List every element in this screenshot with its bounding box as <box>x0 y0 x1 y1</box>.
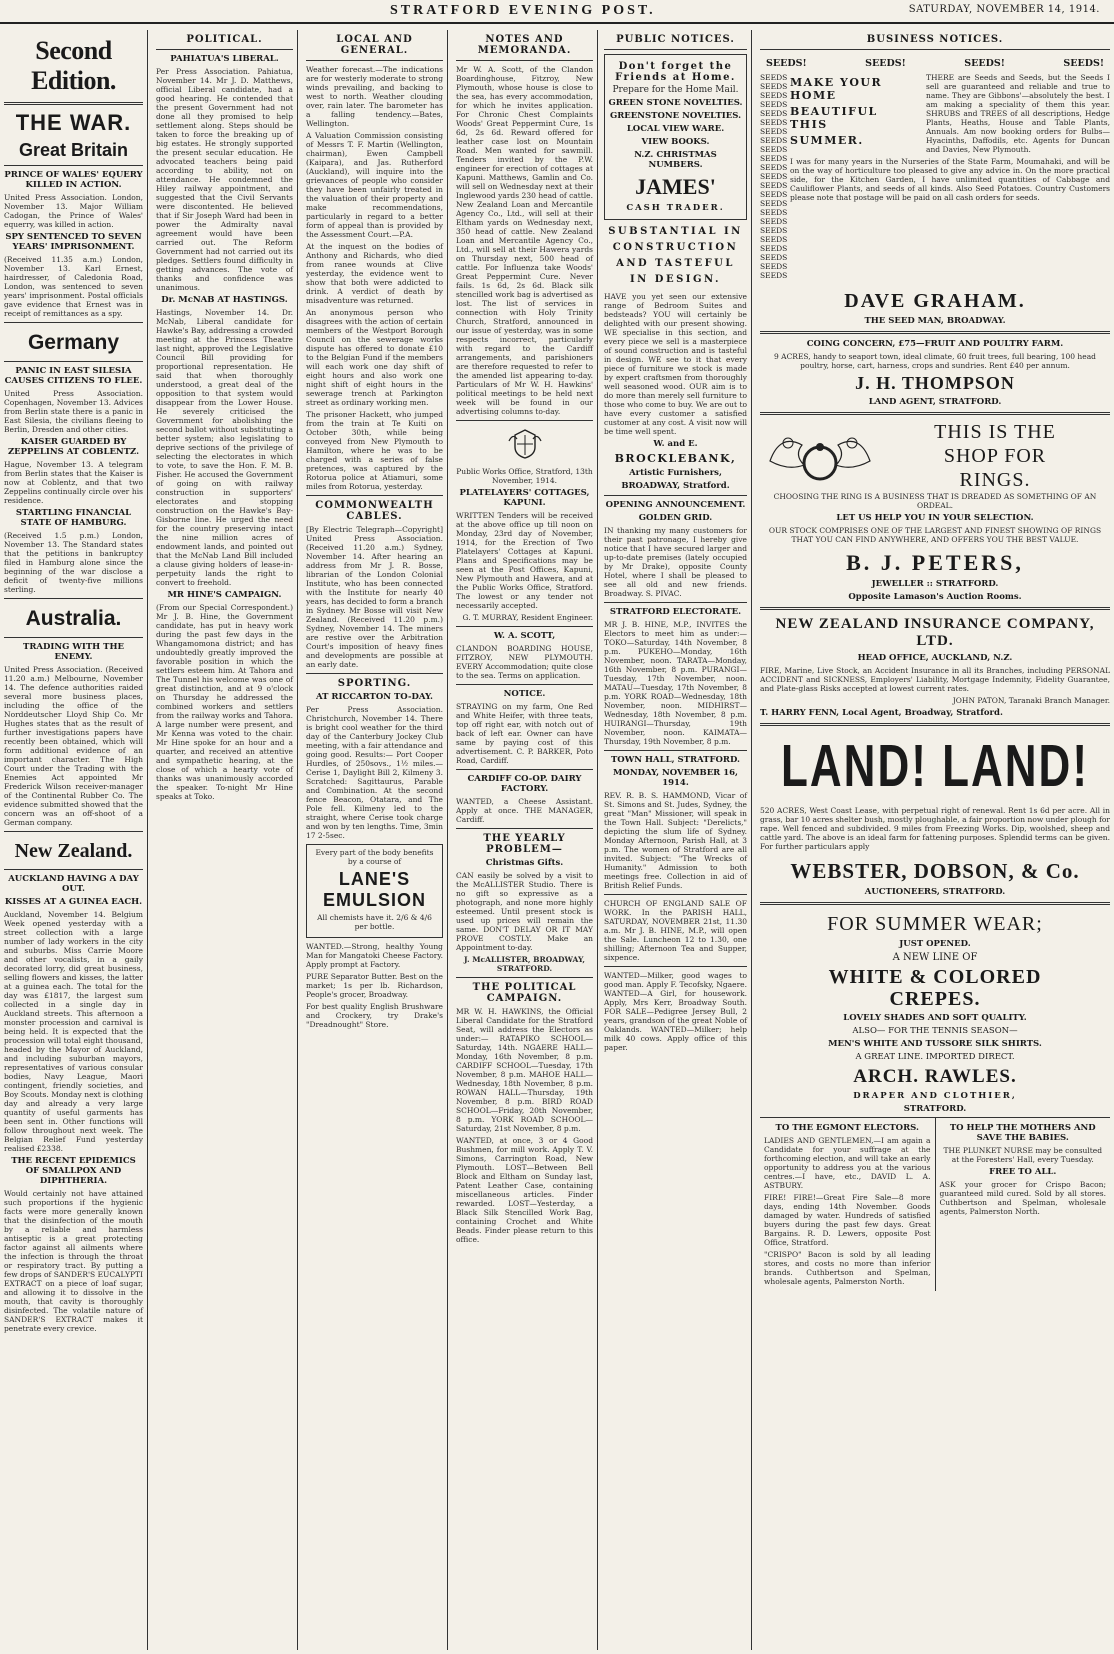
notice-heading: NOTICE. <box>503 689 546 699</box>
seeds-main <box>786 73 1110 280</box>
article-heading: SPY SENTENCED TO SEVEN YEARS' IMPRISONMENT. <box>5 232 142 252</box>
ad-brand: WEBSTER, DOBSON, & Co. <box>790 859 1080 883</box>
farm-ad-text: 9 ACRES, handy to seaport town, ideal climate, 60 fruit trees, full bearing, 100 head poultry, horse, cart, harness, crops and sundries. Rent £40 per annum. <box>774 352 1096 370</box>
classified-ad: WANTED—Milker, good wages to good man. Apply F. Tecofsky, Ngaere. WANTED—A Girl, for housework. Apply, Mrs Kerr, Broadway South. FOR SALE—Pedigree Jersey Bull, 2 years, grandson of the great Noble of Oaklands. WANTED—Milker; help milk 40 cows. Apply office of this paper. <box>604 971 747 1052</box>
notice-text: MR W. H. HAWKINS, the Official Liberal Candidate for the Stratford Seat, will address the Electors as under:— RATAPIKO SCHOOL—Saturday, 14th. NGAERE HALL—Monday, 16th November, 8 p.m. CARDIFF SCHOOL—Tuesday, 17th November, 8 p.m. MAHOE HALL—Wednesday, 18th November, 8 p.m. ROWAN HALL—Thursday, 19th November, 8 p.m. BIRD ROAD SCHOOL—Friday, 20th November, 8 p.m. YORK ROAD SCHOOL—Saturday, 21st November, 8 p.m. <box>456 1007 593 1133</box>
ad-line: VIEW BOOKS. <box>641 137 710 147</box>
divider <box>4 637 143 638</box>
article-text: The prisoner Hackett, who jumped from the train at Te Kuiti on October 30th, while being conveyed from New Plymouth to Hamilton, where he was to be charged with a series of false pretences, was captured by the Rotorua police at Atiamuri, some miles from Rotorua, yesterday. <box>306 410 443 491</box>
seeds-slogan: SUMMER. <box>790 134 864 147</box>
notice-text: LADIES AND GENTLEMEN,—I am again a Candidate for your suffrage at the forthcoming election, and will take an early opportunity to address you at the various centres.—I have, etc., DAVID L. A. ASTBURY. <box>764 1136 931 1190</box>
ad-subtext: MEN'S WHITE AND TUSSORE SILK SHIRTS. <box>828 1039 1042 1049</box>
divider <box>604 602 747 603</box>
australia-heading: Australia. <box>25 607 122 630</box>
notice-heading: TO THE EGMONT ELECTORS. <box>775 1123 919 1133</box>
ad-subtext: CASH TRADER. <box>626 203 725 213</box>
insurance-company-heading: NEW ZEALAND INSURANCE COMPANY, LTD. <box>775 616 1095 649</box>
seeds-ad <box>760 54 1110 326</box>
notice-signature: G. T. MURRAY, Resident Engineer. <box>462 613 593 622</box>
summer-heading: FOR SUMMER WEAR; <box>827 913 1043 935</box>
divider <box>4 322 143 323</box>
divider <box>4 869 143 870</box>
divider <box>456 420 593 421</box>
divider <box>456 626 593 627</box>
divider <box>604 750 747 751</box>
column-local-general <box>302 30 448 1650</box>
james-cash-trader-ad <box>604 54 747 220</box>
ad-line: N.Z. CHRISTMAS NUMBERS. <box>634 150 717 170</box>
ad-subtext: THE SEED MAN, BROADWAY. <box>864 316 1006 326</box>
rings-ad-header <box>760 420 1110 492</box>
ad-tagline: Every part of the body benefits by a course of <box>315 848 434 866</box>
divider <box>604 49 747 50</box>
article-text: At the inquest on the bodies of Anthony and Richards, who died from ranee wounds at Clive yesterday, the evidence went to show that both were addicted to drink. A verdict of death by misadventure was returned. <box>306 242 443 305</box>
notice-text: ASK your grocer for Crispo Bacon; guaranteed mild cured. Sold by all stores. Cuthbertson and Spelman, wholesale agents, Palmerston North. <box>939 1180 1106 1216</box>
notice-text: THE PLUNKET NURSE may be consulted at the Foresters' Hall, every Tuesday. <box>943 1146 1103 1164</box>
article-text: Would certainly not have attained such proportions if the hygienic facts were more generally known that the disinfection of the mouth by a reliable and harmless antiseptic is a great protecting factor against all ailments where the infection is through the throat or respiratory tract. By putting a few drops of SANDER'S EUCALYPTI EXTRACT on a piece of loaf sugar, and allowing it to dissolve in the mouth, that cavity is thoroughly disinfected. The volatile nature of SANDER'S EXTRACT makes it penetrate every crevice. <box>4 1189 143 1333</box>
article-heading: TRADING WITH THE ENEMY. <box>23 642 124 662</box>
article-text: Auckland, November 14. Belgium Week opened yesterday with a street collection with a large number of lady workers in the city and suburbs. Miss Carrie Moore and other vocalists, in a gaily decorated lorry, did great business, selling flowers and kisses, the latter at a guinea each. The total for the day was £1817, the largest sum collected in a single day in Auckland streets. This afternoon a monster procession and carnival is being held. It is expected that the procession will total eight thousand, headed by the Mayor of Auckland, and including suburban mayors, representatives of various consular bodies, Navy League, Maori contingent, friendly societies, and Boy Scouts. Monday next is clothing day and already a very large quantity of useful garments has been sent in. Other functions will follow throughout next week. The Belgian Relief Fund yesterday realised £2338. <box>4 910 143 1153</box>
section-heading: POLITICAL. <box>186 34 263 45</box>
article-text: (From our Special Correspondent.) Mr J. B. Hine, the Government candidate, has put in heavy work during the past few days in the Whangamomona district; and has undoubtedly greatly improved the favorable position in which the settlers esteem him. At Tahora and The Tunnel his welcome was one of great distinction, and at 9 o'clock on Thursday he addressed the combined workers and settlers from the railway works and Tahora. A large number were present, and Mr Kenna was voted to the chair. Mr Hine spoke for an hour and a quarter, and received an attentive and sympathetic hearing, at the close of which a hearty vote of thanks was unanimously accorded the speaker. To-night Mr Hine speaks at Toko. <box>156 603 293 801</box>
classified-ad: WANTED, at once, 3 or 4 Good Bushmen, for mill work. Apply T. V. Simons, Carrington Road, New Plymouth. LOST—Between Bell Block and Eltham on Sunday last, Patent Leather Case, containing miscellaneous articles. Finder rewarded. LOST—Yesterday, a Black Silk Stencilled Work Bag, containing Crochet and White Beads. Finder please return to this office. <box>456 1136 593 1244</box>
classified-ad: WANTED.—Strong, healthy Young Man for Mangatoki Cheese Factory. Apply prompt at Factory. <box>306 942 443 969</box>
divider <box>156 49 293 50</box>
notice-heading: TO HELP THE MOTHERS AND SAVE THE BABIES. <box>949 1123 1096 1143</box>
seeds-body <box>760 73 1110 280</box>
divider <box>604 966 747 967</box>
ad-subtext: A GREAT LINE. IMPORTED DIRECT. <box>855 1052 1015 1062</box>
column-political <box>152 30 298 1650</box>
farm-ad-heading: COING CONCERN, £75—FRUIT AND POULTRY FARM. <box>806 339 1064 349</box>
ad-brand: J. H. THOMPSON <box>855 373 1015 393</box>
seeds-text: I was for many years in the Nurseries of the State Farm, Moumahaki, and will be on the way of horticulture too pleased to give any advice in. On the more practical side, for the Kitchen Garden, I have unlimited quantities of Cabbage and Cauliflower Plants, and seeds of all kinds. Also Seed Potatoes. Country Customers please note that postage will be paid on all cash orders for seeds. <box>790 157 1110 202</box>
ad-subtext: A NEW LINE OF <box>892 952 978 963</box>
ad-line: Don't forget the Friends at Home. <box>615 61 736 83</box>
divider <box>456 684 593 685</box>
furniture-ad-heading: SUBSTANTIAL IN CONSTRUCTION AND TASTEFUL IN DESIGN. <box>608 226 743 285</box>
ad-subtext: All chemists have it. 2/6 & 4/6 per bottle. <box>317 913 432 931</box>
ad-subtext: Opposite Lamason's Auction Rooms. <box>848 592 1022 602</box>
notice-heading: GOLDEN GRID. <box>638 513 713 523</box>
coat-of-arms-icon <box>505 427 545 461</box>
ad-subtext: LOVELY SHADES AND SOFT QUALITY. <box>843 1013 1027 1023</box>
seeds-header-row <box>760 54 1110 73</box>
article-heading: Dr. McNAB AT HASTINGS. <box>161 295 288 305</box>
article-heading: PANIC IN EAST SILESIA CAUSES CITIZENS TO FLEE. <box>4 366 143 386</box>
section-heading: NOTES AND MEMORANDA. <box>477 34 572 56</box>
divider <box>760 412 1110 415</box>
ad-brand: LANE'S EMULSION <box>322 869 426 910</box>
article-text: United Press Association. Copenhagen, November 13. Advices from Berlin state there is a panic in East Silesia, the civilians fleeing to Berlin, Dresden and other cities. <box>4 389 143 434</box>
divider <box>456 828 593 829</box>
bottom-left-notices <box>760 1118 936 1291</box>
notice-text: FIRE! FIRE!—Great Fire Sale—8 more days, ending 14th November. Goods damaged by water. Hundreds of satisfied buyers during the past few days. Great Bargains. R. D. Lewers, opposite Post Office, Stratford. <box>764 1193 931 1247</box>
ad-line: Artistic Furnishers, <box>629 468 722 478</box>
article-text: United Press Association. London, November 13. Major William Cadogan, the Prince of Wales' equerry, was killed in action. <box>4 193 143 229</box>
divider <box>4 165 143 166</box>
rings-help: LET US HELP YOU IN YOUR SELECTION. <box>836 513 1034 523</box>
ad-line: Prepare for the Home Mail. <box>612 85 739 95</box>
seeds-text: THERE are Seeds and Seeds, but the Seeds I sell are guaranteed and reliable and true to name. They are Gibbons'—absolutely the best. I am making a speciality of them this year. SHRUBS and TREES of all descriptions, Hedge Plants, Heaths, House and Table Plants, Annuals. Am now booking orders for Bulbs—Hyacinths, Daffodils, etc. Agents for Duncan and Davies, New Plymouth. <box>926 73 1110 154</box>
seeds-slogan: BEAUTIFUL THIS <box>790 105 878 131</box>
notice-heading: Christmas Gifts. <box>485 858 564 868</box>
divider <box>760 49 1110 50</box>
land-ad-text: 520 ACRES, West Coast Lease, with perpetual right of renewal. Rent 1s 6d per acre. All in grass, bar 10 acres shelter bush, mostly ploughable, a fair proportion now under plough for rape. Well fenced and subdivided. 9 miles from Freezing Works. Dip, woolshed, sheep and cattle yard. The above is an ideal farm for fattening purposes. Splendid terms can be given. For further particulars apply <box>760 806 1110 851</box>
cherubs-ring-icon <box>760 421 880 491</box>
divider <box>306 60 443 61</box>
article-text: Hastings, November 14. Dr. McNab, Liberal candidate for Hawke's Bay, addressing a crowded meeting at the Princess Theatre last night, approved the Legislative Council Bill providing for proportional representation. He said that when thoroughly understood, a great deal of the opposition to that system would disappear from the Lower House. He severely criticised the Government for abolishing the second ballot without substituting a better system; also legislating to deprive sections of the privilege of selecting the electorates in which to vote, to save the Hon. F. M. B. Fisher. He accused the Government of going on with railway construction in supporters' electorates and stopping construction on the Hawke's Bay-Gisborne line. He urged the need for the country preserving intact the nine million acres of endowment lands, and pointed out that the McNab Land Bill included a clause giving holders of lease-in-perpetuity lands the right to convert to freehold. <box>156 308 293 587</box>
newspaper-title: STRATFORD EVENING POST. <box>390 3 656 18</box>
notice-text: WANTED, a Cheese Assistant. Apply at once. THE MANAGER, Cardiff. <box>456 797 593 824</box>
article-text: A Valuation Commission consisting of Messrs T. F. Martin (Wellington, chairman), Ewen Campbell (Kaipara), and Jas. Rutherford (Auckland), will inquire into the grievances of people who consider they have been unfairly treated in the valuation of their property and make recommendations, particularly in regard to a better form of appeal than is provided by the Assessment Court.—P.A. <box>306 131 443 239</box>
ad-line: W. and E. <box>653 439 698 449</box>
divider <box>306 495 443 496</box>
seeds-label: SEEDS! <box>1063 58 1104 69</box>
ad-subtext: HEAD OFFICE, AUCKLAND, N.Z. <box>857 653 1013 663</box>
rings-heading: THIS IS THE <box>934 421 1056 443</box>
notice-text: IN thanking my many customers for their past patronage, I hereby give notice that I have secured larger and up-to-date premises (lately occupied by Mr Drake), opposite County Hotel, where I shall be pleased to see all old and new friends. Broadway. S. PIVAC. <box>604 526 747 598</box>
notice-signature: J. McALLISTER, BROADWAY, STRATFORD. <box>464 955 585 973</box>
land-ad-heading: LAND! LAND! <box>781 733 1089 800</box>
notice-heading: OPENING ANNOUNCEMENT. <box>605 500 746 510</box>
rings-heading: SHOP FOR <box>943 445 1047 467</box>
section-heading: BUSINESS NOTICES. <box>866 34 1004 45</box>
rings-text: OUR STOCK COMPRISES ONE OF THE LARGEST AND FINEST SHOWING OF RINGS THAT YOU CAN FIND ANYWHERE, AND OFFERS YOU THE BEST VALUE. <box>768 526 1102 544</box>
article-text: (Received 11.35 a.m.) London, November 13. Karl Ernest, hairdresser, of Caledonia Road, London, was sentenced to seven years' imprisonment. Postal officials gave evidence that Ernest was in receipt of remittances as a spy. <box>4 255 143 318</box>
bottom-notices <box>760 1117 1110 1291</box>
column-war-news <box>0 30 148 1650</box>
rings-text: CHOOSING THE RING IS A BUSINESS THAT IS DREADED AS SOMETHING OF AN ORDEAL. <box>773 492 1097 510</box>
divider <box>4 102 143 105</box>
divider <box>760 902 1110 905</box>
article-heading: PRINCE OF WALES' EQUERY KILLED IN ACTION. <box>4 170 143 190</box>
article-heading: THE RECENT EPIDEMICS OF SMALLPOX AND DIPHTHERIA. <box>11 1156 136 1186</box>
ad-brand: DAVE GRAHAM. <box>844 290 1026 312</box>
section-heading: THE POLITICAL CAMPAIGN. <box>472 982 577 1004</box>
ad-brand: B. J. PETERS, <box>846 550 1024 575</box>
notice-heading: CARDIFF CO-OP. DAIRY FACTORY. <box>467 774 582 794</box>
ad-brand: BROCKLEBANK, <box>614 452 737 465</box>
section-heading: SPORTING. <box>337 678 412 689</box>
notice-heading: PLATELAYERS' COTTAGES, KAPUNI. <box>459 488 590 508</box>
local-agent: T. HARRY FENN, Local Agent, Broadway, Stratford. <box>760 708 1003 718</box>
notice-text: "CRISPO" Bacon is sold by all leading stores, and costs no more than inferior brands. Cuthbertson and Spelman, wholesale agents, Palmerston North. <box>764 1250 931 1286</box>
new-zealand-heading: New Zealand. <box>14 840 133 862</box>
germany-heading: Germany <box>27 331 120 354</box>
section-heading: PUBLIC NOTICES. <box>616 34 735 45</box>
notice-heading: FREE TO ALL. <box>989 1167 1057 1177</box>
ad-brand: JAMES' <box>635 174 716 199</box>
ad-subtext: AUCTIONEERS, STRATFORD. <box>864 887 1006 897</box>
divider <box>604 894 747 895</box>
ad-subtext: JEWELLER :: STRATFORD. <box>871 579 999 589</box>
column-business-notices <box>756 30 1114 1650</box>
ad-subtext: LAND AGENT, STRATFORD. <box>868 397 1002 407</box>
article-text: Per Press Association. Pahiatua, November 14. Mr J. D. Matthews, official Liberal candidate, had a good hearing. He contended that the present Government had not done all they promised to help settlement along. Steps should be taken to force the breaking up of big estates. He strongly supported the present secular education. He advocated teachers being paid according to ability, not on attendance. He condemned the Hiley railway appointment, and suggested that the Civil Servants were discontented. He believed that if Sir Joseph Ward had been in power the Admiralty naval agreement would have been carried out. The Reform Government had not carried out its pledges. Settlers found difficulty in getting advances. The vote of thanks and confidence was unanimous. <box>156 67 293 292</box>
notice-text: MR J. B. HINE, M.P., INVITES the Electors to meet him as under:— TOKO—Saturday, 14th November, 8 p.m. PUKEHO—Monday, 16th November, noon. TARATA—Monday, 16th November, 8 p.m. PURANGI—Tuesday, 17th November, noon. MATAU—Tuesday, 17th November, 8 p.m. YORK ROAD—Wednesday, 18th November, noon. MIDHIRST—Wednesday, 18th November, 8 p.m. HUIRANGI—Thursday, 19th November, noon. KAIMATA—Thursday, 19th November, 8 p.m. <box>604 620 747 746</box>
ad-subtext: DRAPER AND CLOTHIER, <box>853 1091 1017 1101</box>
article-text: Mr W. A. Scott, of the Clandon Boardinghouse, Fitzroy, New Plymouth, whose house is close to the sea, has every accommodation, for which he invites application. For Chronic Chest Complaints Woods' Great Peppermint Cure, 1s 6d, 2s 6d. Reward offered for leather case lost on Mountain Road. Men wanted for sawmill. Tenders invited by the P.W. engineer for erection of cottages at Kapuni. Matthews, Gamlin and Co. will sell on Wednesday next at their Inglewood yards 230 head of cattle. New Zealand Loan and Mercantile Agency Co., Ltd., will sell at their Eltham yards on Wednesday next, 350 head of cattle. New Zealand Loan and Mercantile Agency Co., Ltd., will sell at their Hawera yards on Thursday next, 500 head of cattle. For Influenza take Woods' Great Peppermint Cure. Never fails. 1s 6d, 2s 6d. Black silk stencilled work bag is advertised as lost. The list of services in connection with Holy Trinity Church, Stratford, announced in our issue of yesterday, was in some respects incorrect, particularly with regard to the Cardiff arrangements, and parishioners are therefore requested to refer to the amended list appearing to-day. Particulars of Mr W. H. Hawkins' political meetings to be held next week will be found in our advertising columns to-day. <box>456 65 593 416</box>
ad-line: LOCAL VIEW WARE. <box>626 124 725 134</box>
column-public-notices <box>600 30 752 1650</box>
notice-text: STRAYING on my farm, One Red and White Heifer, with three teats, top off right ear, with notch out of back of left ear. Owner can have same by paying cost of this advertisement. C. P. BARKER, Poto Road, Cardiff. <box>456 702 593 765</box>
article-text: An anonymous person who disagrees with the action of certain members of the Westport Borough Council on the sewerage works dispute has offered to donate £10 to the Belgian Fund if the members will each work one day shift of eight hours and also work one night shift of eight hours in the sewerage trench at Parkington street as ordinary working men. <box>306 308 443 407</box>
insurance-agent: JOHN PATON, Taranaki Branch Manager. <box>952 696 1110 705</box>
divider <box>456 60 593 61</box>
ad-line: GREEN STONE NOVELTIES. <box>608 98 743 108</box>
notice-text: WRITTEN Tenders will be received at the above office up till noon on Monday, 23rd day of November, 1914, for the Erection of Two Platelayers' Cottages at Kapuni. Plans and Specifications may be seen at the Post Offices, Kapuni, New Plymouth and Hawera, and at the Public Works Office, Stratford. The lowest or any tender not necessarily accepted. <box>456 511 593 610</box>
section-heading: LOCAL AND GENERAL. <box>336 34 413 56</box>
rings-heading: RINGS. <box>959 469 1031 491</box>
article-text: United Press Association. (Received 11.20 a.m.) Melbourne, November 14. The defence authorities raided several more business places, including the office of the Norddeutscher Lloyd Ship Co. Mr Hughes states that as the result of further investigations papers have recently been obtained, which will form additional evidence of an important character. The High Court under the Trading with the Enemies Act appointed Mr Frederick Wilson receiver-manager of the Continental Rubber Co. The evidence submitted showed that the concern was an off-shoot of a German company. <box>4 665 143 827</box>
notice-heading: W. A. SCOTT, <box>493 631 556 641</box>
article-text: Per Press Association. Christchurch, November 14. There is bright cool weather for the third day of the Canterbury Jockey Club meeting, with a fair attendance and going good. Results:— Port Cooper Hurdles, of 250sovs., 1½ miles.—Cerise 1, Daylight Bill 2, Kilmeny 3. Scratched: Sagittaurus, Parable and Combination. At the second fence Beacon, Otatara, and The Pole fell. Kilmeny led to the straight, where Cerise took charge and won by ten lengths. Time, 3min 17 2-5sec. <box>306 705 443 840</box>
edition-heading: Second Edition. <box>31 36 116 95</box>
seeds-label: SEEDS! <box>964 58 1005 69</box>
notice-text: CLANDON BOARDING HOUSE, FITZROY, NEW PLYMOUTH. EVERY Accommodation; quite close to the sea. Terms on application. <box>456 644 593 680</box>
divider <box>306 673 443 674</box>
seeds-label: SEEDS! <box>766 58 807 69</box>
article-heading: PAHIATUA'S LIBERAL. <box>170 54 279 64</box>
ad-line: BROADWAY, Stratford. <box>621 481 730 491</box>
ad-subtext: ALSO— FOR THE TENNIS SEASON— <box>852 1026 1018 1036</box>
divider <box>760 723 1110 726</box>
article-text: Hague, November 13. A telegram from Berlin states that the Kaiser is now at Coblentz, and that two Zeppelins continually circle over his residence. <box>4 460 143 505</box>
article-heading: AUCKLAND HAVING A DAY OUT. <box>8 874 139 894</box>
seeds-label: SEEDS! <box>865 58 906 69</box>
article-heading: MR HINE'S CAMPAIGN. <box>167 590 282 600</box>
divider <box>4 361 143 362</box>
notice-text: Public Works Office, Stratford, 13th November, 1914. <box>456 467 593 485</box>
divider <box>760 607 1110 610</box>
notice-heading: MONDAY, NOVEMBER 16, 1914. <box>613 768 738 788</box>
ad-brand: ARCH. RAWLES. <box>853 1066 1017 1087</box>
divider <box>4 831 143 832</box>
crepes-heading: WHITE & COLORED <box>828 966 1042 988</box>
article-heading: STARTLING FINANCIAL STATE OF HAMBURG. <box>15 508 132 528</box>
column-notes <box>452 30 598 1650</box>
lanes-emulsion-ad <box>306 844 443 938</box>
article-heading: KISSES AT A GUINEA EACH. <box>4 897 143 907</box>
article-text: (Received 1.5 p.m.) London, November 13. The Standard states that the petitions in bankruptcy filed in Hamburg alone since the beginning of the war disclose a deficit of twenty-five millions sterling. <box>4 531 143 594</box>
notice-heading: TOWN HALL, STRATFORD. <box>610 755 740 765</box>
notice-text: REV. R. B. S. HAMMOND, Vicar of St. Simons and St. Judes, Sydney, the great "Man" Missioner, will speak in the Town Hall. Subject: "Derelicts," depicting the slum life of Sydney. Monday Afternoon, Parish Hall, at 3 p.m. The women of Stratford are all invited. Subject: "The Wrecks of Humanity." Admission to both meetings free. Collection in aid of British Relief Funds. <box>604 791 747 890</box>
article-text: Weather forecast.—The indications are for westerly moderate to strong winds prevailing, and backing to west to north. Weather clouding over, rain later. The barometer has a falling tendency.—Bates, Wellington. <box>306 65 443 128</box>
great-britain-heading: Great Britain <box>18 140 129 160</box>
divider <box>456 977 593 978</box>
seeds-slogan: MAKE YOUR HOME <box>790 76 883 102</box>
furniture-ad-text: HAVE you yet seen our extensive range of Bedroom Suites and bedsteads? YOU will certainly be delighted with our present showing. WE specialise in this section, and every piece we sell is a masterpiece of sound construction and is tasteful in design. WE see to it that every piece of furniture we stock is made by expert craftsmen from thoroughly well seasoned wood. OUR aim is to do more than merely sell furniture to those who come to buy. We are out to have every customer a satisfied customer at any cost. A visit now will be time well spent. <box>604 292 747 436</box>
notice-text: CAN easily be solved by a visit to the McALLISTER Studio. There is no gift so expressive as a photograph, and none more highly esteemed. Until present stock is used up prices will remain the same. DON'T DELAY OR IT MAY PROVE COSTLY. Make an Appointment to-day. <box>456 871 593 952</box>
ad-line: GREENSTONE NOVELTIES. <box>609 111 742 121</box>
war-heading: THE WAR. <box>15 110 132 135</box>
ad-subtext: STRATFORD. <box>903 1104 967 1114</box>
section-heading: COMMONWEALTH CABLES. <box>315 500 434 522</box>
insurance-text: FIRE, Marine, Live Stock, an Accident Insurance in all its Branches, including PERSONAL ACCIDENT and SICKNESS, Employers' Liability, Mortgage Indemnity, Fidelity Guarantee, and Plate-glass Risks accepted at lowest current rates. <box>760 666 1110 693</box>
bottom-right-notices <box>936 1118 1111 1291</box>
issue-date: SATURDAY, NOVEMBER 14, 1914. <box>908 4 1100 15</box>
masthead <box>0 0 1114 24</box>
divider <box>4 598 143 599</box>
divider <box>760 331 1110 334</box>
article-text: [By Electric Telegraph—Copyright] United Press Association. (Received 11.20 a.m.) Sydney, November 14. After hearing an address from Mr J. R. Bosse, librarian of the London Colonial Institute, who has been connected with the Institute for nearly 40 years, has decided to form a branch in Sydney. Mr Bosse will visit New Zealand. (Received 11.20 p.m.) Sydney, November 14. The miners are restive over the Arbitration Court's imposition of heavy fines and developments are possible at an early date. <box>306 525 444 669</box>
article-heading: KAISER GUARDED BY ZEPPELINS AT COBLENTZ. <box>7 437 140 457</box>
classified-ad: For best quality English Brushware and Crockery, try Drake's "Dreadnought" Store. <box>306 1002 443 1029</box>
classified-ad: PURE Separator Butter. Best on the market; 1s per lb. Richardson, People's grocer, Broadway. <box>306 972 443 999</box>
notice-heading: STRATFORD ELECTORATE. <box>609 607 742 617</box>
ad-subtext: JUST OPENED. <box>899 939 971 949</box>
article-heading: AT RICCARTON TO-DAY. <box>316 692 433 702</box>
crepes-heading: CREPES. <box>889 988 981 1010</box>
notice-text: CHURCH OF ENGLAND SALE OF WORK. In the PARISH HALL, SATURDAY, NOVEMBER 21st, 11.30 a.m. Mr J. B. HINE, M.P., will open the Sale. Luncheon 12 to 1.30, one shilling; Afternoon Tea and Supper, sixpence. <box>604 899 747 962</box>
divider <box>604 495 747 496</box>
divider <box>456 769 593 770</box>
section-heading: THE YEARLY PROBLEM— <box>483 833 566 855</box>
seeds-side-column: SEEDS SEEDS SEEDS SEEDS SEEDS SEEDS SEEDS SEEDS SEEDS SEEDS SEEDS SEEDS SEEDS SEEDS SEEDS SEEDS SEEDS SEEDS SEEDS SEEDS SEEDS SEEDS SEEDS <box>760 73 788 280</box>
